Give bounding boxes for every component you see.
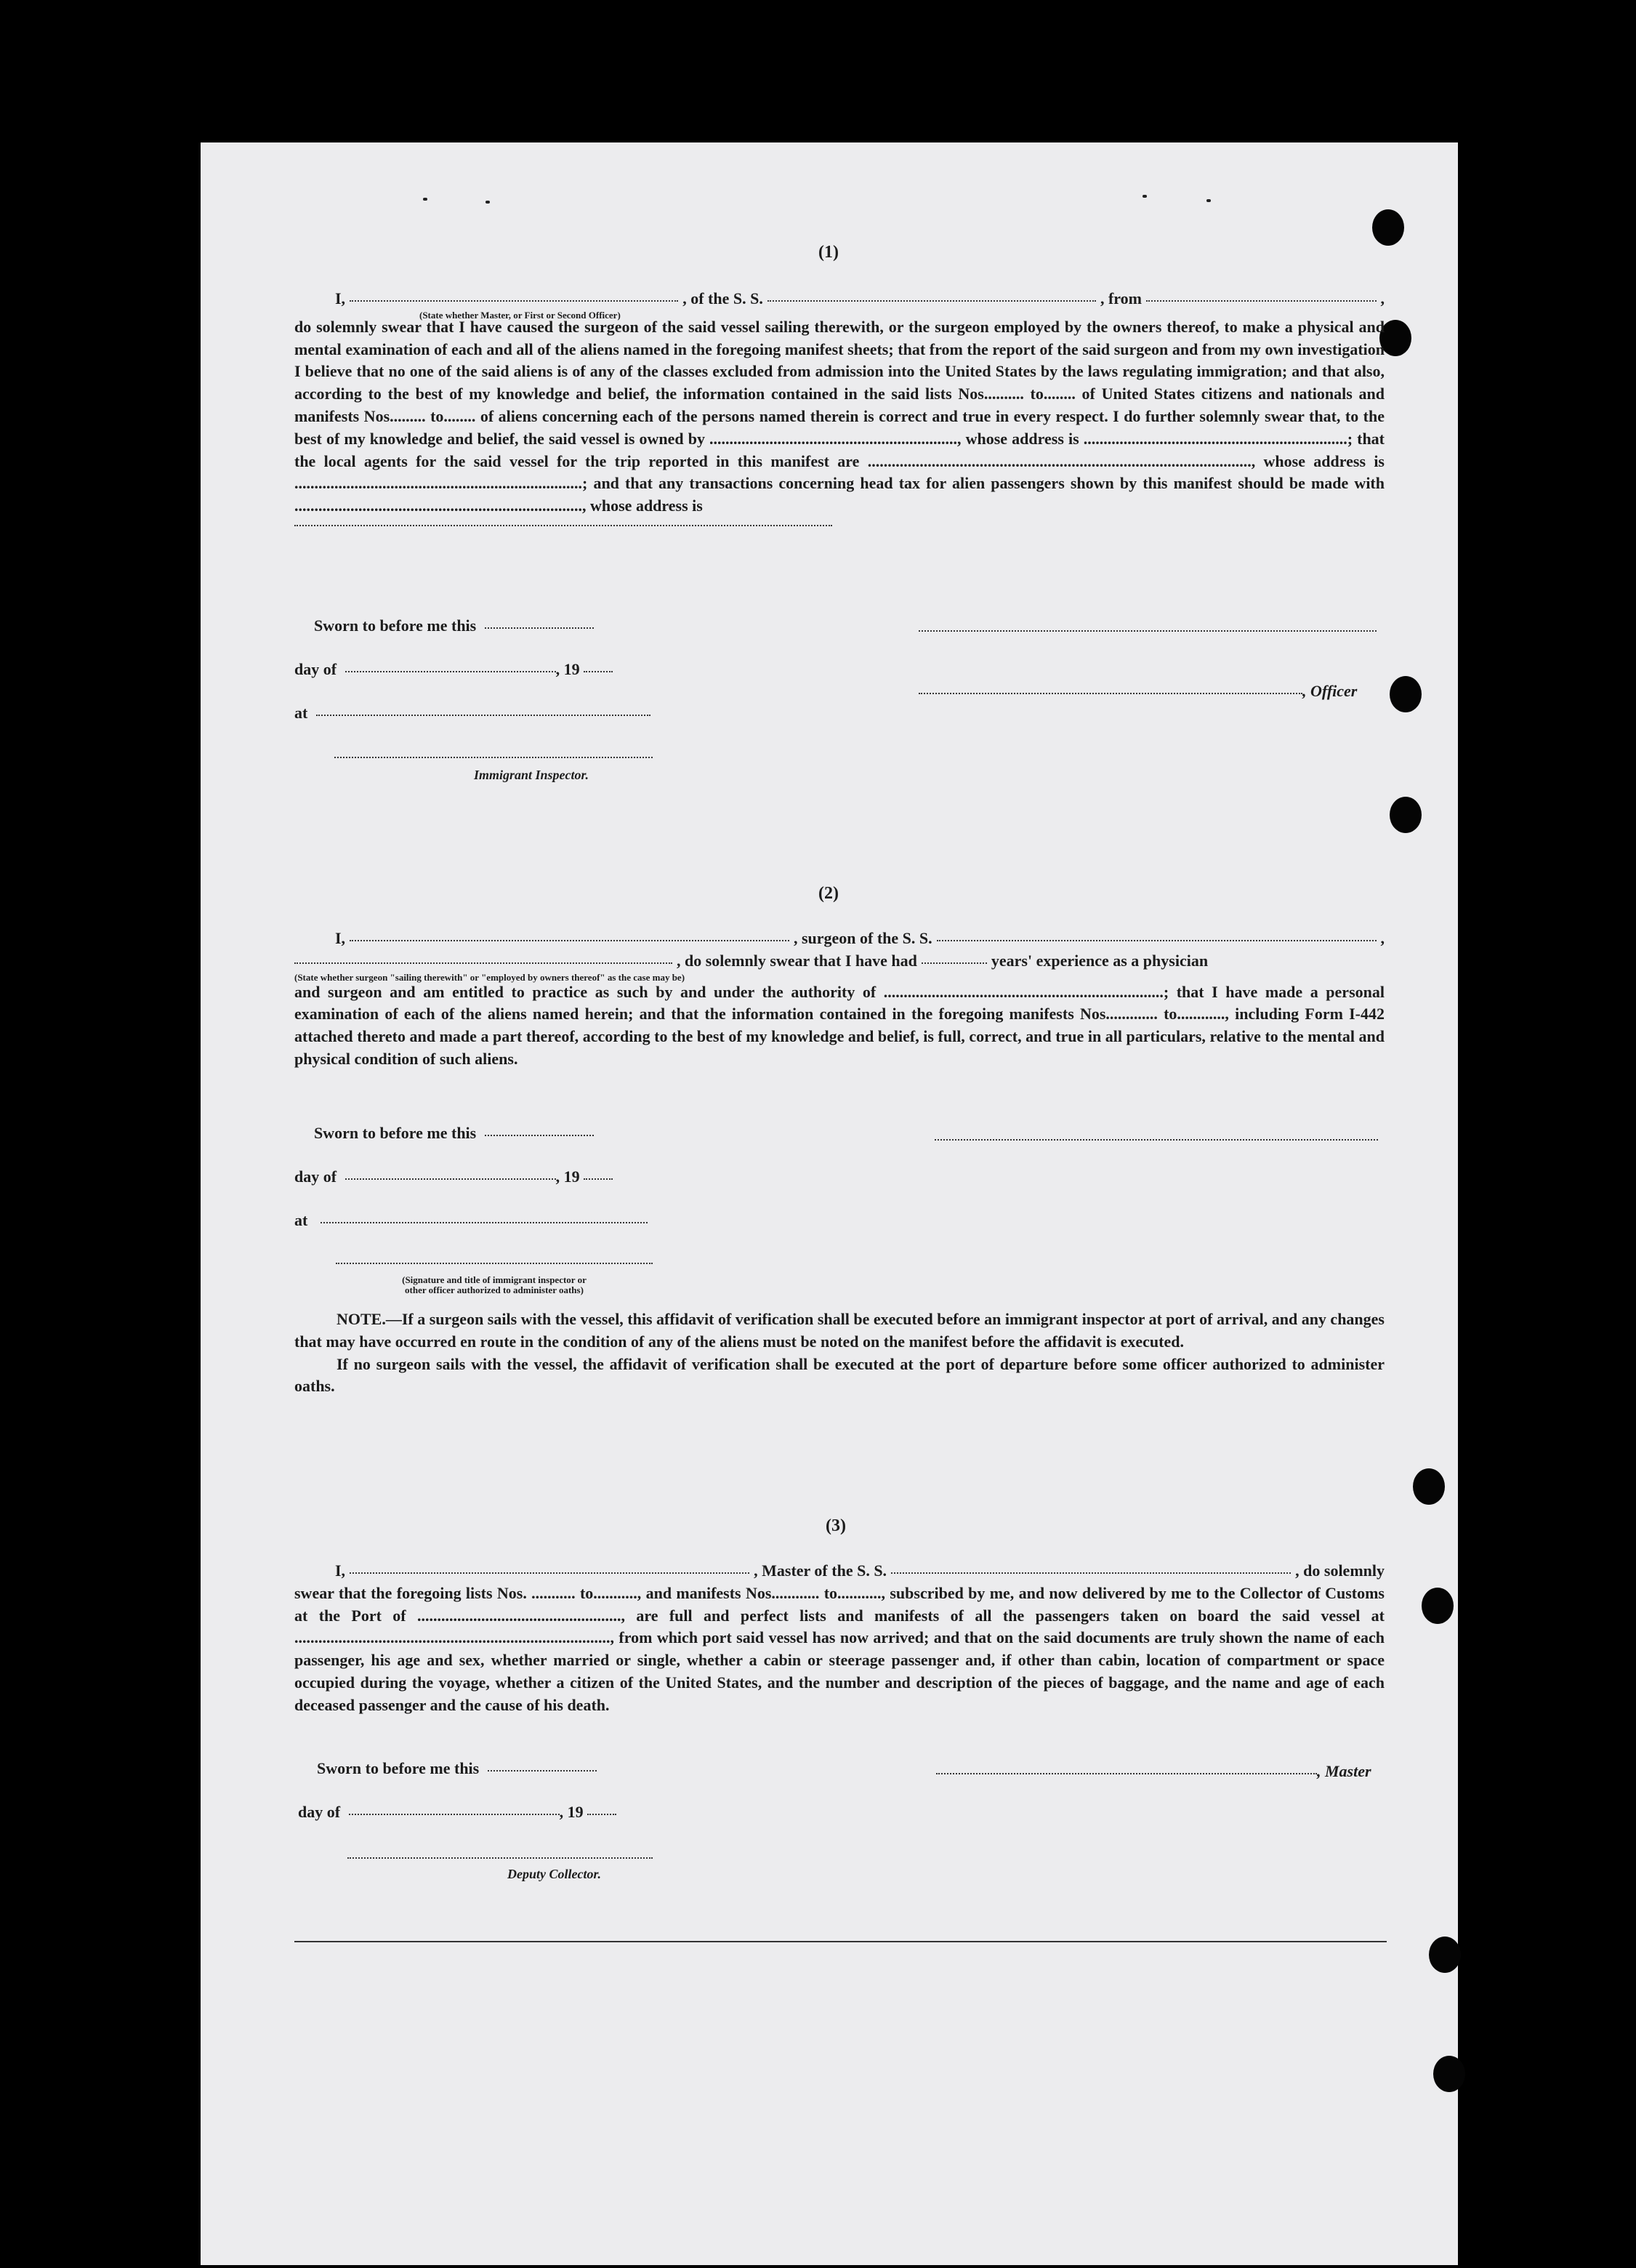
ship-name-field[interactable] [891, 1572, 1291, 1574]
officer-signature-field[interactable] [919, 630, 1377, 632]
sworn-date-field[interactable] [485, 627, 594, 629]
caption-line-1: (Signature and title of immigrant inspector or [402, 1274, 587, 1285]
day-line-3 [298, 1803, 616, 1822]
master-name-field[interactable] [350, 1572, 749, 1574]
section-3 [294, 1560, 1385, 1717]
surgeon-signature-field[interactable] [935, 1139, 1378, 1141]
year-label: , 19 [555, 660, 580, 678]
at-line-2 [294, 1211, 648, 1230]
solemnly-swear-text: , do solemnly swear that I have had [677, 951, 917, 970]
day-field[interactable] [345, 1178, 556, 1180]
of-ss-label: , of the S. S. [682, 289, 763, 307]
surgeon-status-field[interactable] [294, 962, 672, 964]
years-field[interactable] [922, 962, 987, 964]
section-2-first-line [294, 928, 1385, 950]
punch-hole [1429, 1937, 1461, 1973]
inspector-signature-field[interactable] [334, 757, 653, 758]
sworn-label: Sworn to before me this [317, 1759, 480, 1777]
comma-text: , [1380, 289, 1385, 307]
officer-rank-field[interactable] [350, 300, 678, 302]
address-field[interactable] [294, 518, 832, 526]
sworn-line-1 [314, 616, 594, 635]
pronoun-label: I, [335, 1561, 346, 1580]
ship-name-field[interactable] [767, 300, 1096, 302]
punch-hole [1422, 1588, 1454, 1624]
at-label: at [294, 704, 308, 722]
ship-name-field[interactable] [937, 940, 1377, 941]
sworn-label: Sworn to before me this [314, 1124, 477, 1142]
surgeon-of-ss-label: , surgeon of the S. S. [793, 929, 932, 947]
year-field[interactable] [584, 1178, 613, 1180]
day-of-label: day of [294, 1167, 337, 1186]
officer-name-field[interactable] [919, 693, 1302, 694]
punch-hole [1433, 2056, 1465, 2092]
at-field[interactable] [316, 715, 650, 716]
caption-line-2: other officer authorized to administer oaths) [405, 1284, 584, 1295]
section-3-number: (3) [826, 1516, 846, 1535]
day-line-2 [294, 1167, 613, 1186]
inspector-signature-line-2 [336, 1252, 653, 1271]
master-signature-field[interactable] [936, 1773, 1317, 1774]
comma-text: , [1380, 929, 1385, 947]
collector-label: Deputy Collector. [507, 1867, 601, 1881]
from-port-field[interactable] [1146, 300, 1377, 302]
surgeon-status-caption: (State whether surgeon "sailing therewith" or "employed by owners thereof" as the case may be) [294, 971, 685, 983]
officer-signature-line-top [919, 619, 1377, 638]
from-label: , from [1100, 289, 1142, 307]
officer-rank-caption: (State whether Master, or First or Second Officer) [419, 309, 621, 321]
surgeon-signature-line [935, 1128, 1378, 1147]
at-line-1 [294, 704, 650, 723]
section-3-body: swear that the foregoing lists Nos. ........... to..........., and manifests Nos............ to..........., subscribed by me, and now delivered by me to the Collector of Customs at the Port of ..................................................., are full and perfect lists and manifests of all the passengers taken on board the said vessel at ..............................................................................., from which port said vessel has now arrived; and that on the said documents are truly shown the name of each passenger, his age and sex, whether married or single, whether a cabin or steerage passenger and, if other than cabin, location of compartment or space occupied during the voyage, whether a citizen of the United States, and the number and description of the pieces of baggage, and the name and age of each deceased passenger and the cause of his death. [294, 1583, 1385, 1714]
inspector-signature-caption [336, 1275, 653, 1295]
master-of-ss-label: , Master of the S. S. [754, 1561, 887, 1580]
sworn-date-field[interactable] [485, 1135, 594, 1136]
sworn-label: Sworn to before me this [314, 616, 477, 635]
surgeon-name-field[interactable] [350, 940, 789, 941]
note-block [294, 1308, 1385, 1398]
year-label: , 19 [559, 1803, 584, 1821]
officer-signature-line [919, 682, 1357, 701]
section-1-number: (1) [818, 243, 839, 262]
sworn-line-2 [314, 1124, 594, 1143]
section-1 [294, 288, 1385, 526]
collector-signature-field[interactable] [347, 1857, 653, 1859]
years-experience-text: years' experience as a physician [991, 951, 1209, 970]
master-signature-line [936, 1762, 1371, 1781]
punch-hole [1372, 209, 1404, 246]
collector-signature-line [347, 1846, 653, 1865]
year-field[interactable] [587, 1814, 616, 1815]
day-of-label: day of [298, 1803, 341, 1821]
section-2-body: and surgeon and am entitled to practice as such by and under the authority of ......................................................................; that I have made a personal examination of each of the aliens named herein; and that the information contained in the foregoing manifests Nos............. to............, including Form I-442 attached thereto and made a part thereof, according to the best of my knowledge and belief, is full, correct, and true in all particulars, relative to the mental and physical condition of such aliens. [294, 982, 1385, 1068]
year-field[interactable] [584, 671, 613, 672]
sworn-line-3 [317, 1759, 597, 1778]
at-label: at [294, 1211, 308, 1229]
inspector-label: Immigrant Inspector. [474, 768, 589, 782]
section-1-body: do solemnly swear that I have caused the surgeon of the said vessel sailing therewith, or the surgeon employed by the owners thereof, to make a physical and mental examination of each and all of the aliens named in the foregoing manifest sheets; that from the report of the said surgeon and from my own investigation I believe that no one of the said aliens is of any of the classes excluded from admission into the United States by the laws regulating immigration; and that also, according to the best of my knowledge and belief, the information contained in the said lists Nos.......... to........ of United States citizens and nationals and manifests Nos......... to........ of aliens concerning each of the persons named therein is correct and true in every respect. I do further solemnly swear that, to the best of my knowledge and belief, the said vessel is owned by .............................................................., whose address is ..................................................................; that the local agents for the said vessel for the trip reported in this manifest are ................................................................................................, whose address is ........................................................................; and that any transactions concerning head tax for alien passengers shown by this manifest should be made with ........................................................................, whose address is [294, 317, 1385, 515]
day-field[interactable] [349, 1814, 560, 1815]
do-solemnly-text: , do solemnly [1295, 1561, 1385, 1580]
sworn-date-field[interactable] [488, 1770, 597, 1772]
note-paragraph-1: NOTE.—If a surgeon sails with the vessel, this affidavit of verification shall be executed before an immigrant inspector at port of arrival, and any changes that may have occurred en route in the condition of any of the aliens must be noted on the manifest before the affidavit is executed. [294, 1310, 1385, 1351]
inspector-signature-field[interactable] [336, 1263, 653, 1264]
section-3-first-line [294, 1560, 1385, 1583]
note-paragraph-2: If no surgeon sails with the vessel, the affidavit of verification shall be executed at the port of departure before some officer authorized to administer oaths. [294, 1354, 1385, 1396]
day-line-1 [294, 660, 613, 679]
year-label: , 19 [555, 1167, 580, 1186]
punch-hole [1390, 676, 1422, 712]
day-of-label: day of [294, 660, 337, 678]
bottom-rule [294, 1941, 1387, 1942]
punch-hole [1413, 1468, 1445, 1505]
officer-label: , Officer [1302, 682, 1358, 700]
section-2-number: (2) [818, 884, 839, 903]
inspector-signature-line [334, 746, 653, 765]
pronoun-label: I, [335, 929, 346, 947]
day-field[interactable] [345, 671, 556, 672]
punch-hole [1390, 797, 1422, 833]
pronoun-label: I, [335, 289, 346, 307]
master-label: , Master [1317, 1762, 1371, 1780]
section-2 [294, 928, 1385, 1071]
at-field[interactable] [321, 1222, 648, 1223]
